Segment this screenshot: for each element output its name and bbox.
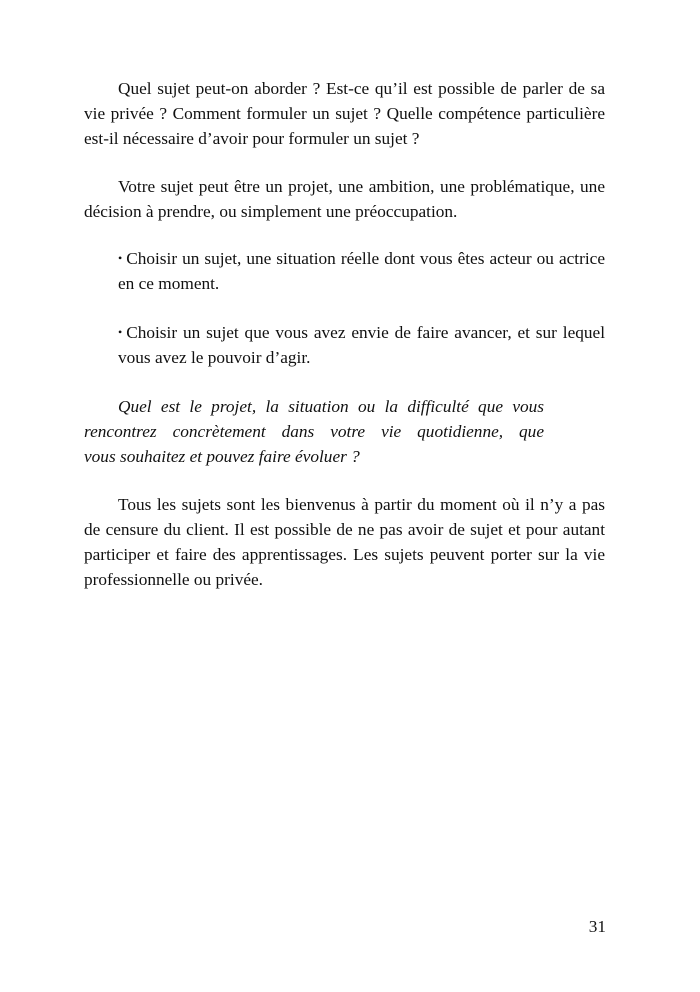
question-line: vous souhaitez et pouvez faire évoluer ? (84, 447, 360, 466)
paragraph-welcome-subjects: Tous les sujets sont les bienvenus à partir du moment où il n’y a pas de censure du client. Il est possible de ne pas avoir de sujet et pour autant participer et faire des apprentissages. Les sujets peuvent porter sur la vie professionnelle ou privée. (84, 495, 605, 589)
bullet-icon: • (118, 251, 123, 265)
paragraph-subject-types: Votre sujet peut être un projet, une ambition, une problématique, une décision à prendre, ou simplement une préoccupation. (84, 177, 605, 221)
bullet-item (118, 320, 605, 370)
bullet-item (118, 246, 605, 296)
page-number: 31 (588, 917, 606, 936)
bullet-text: Choisir un sujet, une situation réelle dont vous êtes acteur ou actrice en ce moment. (118, 249, 605, 293)
paragraph-intro-questions: Quel sujet peut-on aborder ? Est-ce qu’il est possible de parler de sa vie privée ? Comment formuler un sujet ? Quelle compétence particulière est-il nécessaire d’avoir pour formuler un sujet ? (84, 79, 605, 148)
bullet-text: Choisir un sujet que vous avez envie de faire avancer, et sur lequel vous avez le pouvoir d’agir. (118, 323, 605, 367)
question-line: rencontrez concrètement dans votre vie quotidienne, que (84, 422, 544, 441)
bullet-icon: • (118, 325, 123, 339)
italic-question (84, 394, 544, 469)
question-line: Quel est le projet, la situation ou la difficulté que vous (118, 397, 544, 416)
